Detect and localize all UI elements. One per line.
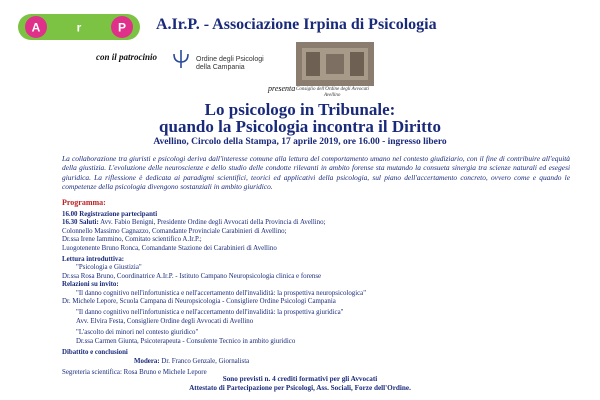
- report-title: "Il danno cognitivo nell'infortunistica e nell'accertamento dell'invalidità: la prospettiva neuropsicologica": [76, 289, 367, 297]
- event-title-line2: quando la Psicologia incontra il Diritto: [159, 117, 441, 136]
- patronage-label: con il patrocinio: [96, 52, 158, 62]
- reports-label: Relazioni su invito:: [62, 281, 119, 289]
- intro-paragraph: La collaborazione tra giuristi e psicologi deriva dall'interesse comune alla lettura del comportamento umano nel contesto giudiziario, con il fine di contribuire all'equità della giustizia. L'evoluzione delle neuroscienze e dello studio delle condotte rilevanti in ambito forense sta mutando la consueta sinergia tra scienze naturali ed esegesi giuridica. La riflessione è dedicata ai paradigmi scientifici, teorici ed applicativi della psicologia, sul piano dell'accertamento concreto, ovvero come e quando le competenze della psicologia divengono sostanziali in ambito giuridico.: [62, 154, 570, 191]
- ordine-psicologi-logo-icon: [170, 48, 192, 70]
- secretariat: Segreteria scientifica: Rosa Bruno e Michele Lepore: [62, 368, 207, 376]
- greetings-label: 16.30 Saluti:: [62, 219, 99, 227]
- footer-credits: [0, 375, 600, 392]
- ordine-psicologi-name: [196, 56, 264, 72]
- avvocati-line2: Avellino: [324, 93, 341, 98]
- moderator-label: Modera:: [134, 357, 160, 365]
- ordine-avvocati-caption: [296, 87, 369, 99]
- report-title: "Il danno cognitivo nell'infortunistica e nell'accertamento dell'invalidità: la prospettiva giuridica": [76, 309, 344, 317]
- event-title-line1: Lo psicologo in Tribunale:: [204, 100, 396, 119]
- report-speaker: Avv. Elvira Festa, Consigliere Ordine degli Avvocati di Avellino: [76, 317, 254, 325]
- greeting-item: Dr.ssa Irene Iammino, Comitato scientifico A.Ir.P.;: [62, 236, 202, 244]
- intro-reading-speaker: Dr.ssa Rosa Bruno, Coordinatrice A.Ir.P. - Istituto Campano Neuropsicologia clinica e forense: [62, 272, 322, 280]
- logo-letter-p: P: [117, 20, 127, 35]
- greeting-item: Colonnello Massimo Cagnazzo, Comandante Provinciale Carabinieri di Avellino;: [62, 227, 287, 235]
- footer-line2: Attestato di Partecipazione per Psicologi, Ass. Sociali, Forze dell'Ordine.: [189, 383, 411, 392]
- greetings-row: [62, 219, 582, 227]
- avvocati-line1: Consiglio dell'Ordine degli Avvocati: [296, 87, 369, 92]
- logo-letter-a: A: [31, 20, 41, 35]
- moderator-name: Dr. Franco Genzale, Giornalista: [159, 357, 250, 365]
- presenta-label: presenta: [268, 84, 296, 93]
- intro-reading-title: "Psicologia e Giustizia": [76, 264, 142, 272]
- logo-letter-r: r: [76, 20, 82, 35]
- report-title: "L'ascolto dei minori nel contesto giuridico": [76, 329, 199, 337]
- moderator-row: [62, 358, 582, 366]
- event-details: Avellino, Circolo della Stampa, 17 aprile 2019, ore 16.00 - ingresso libero: [153, 137, 447, 147]
- greeting-item: Avv. Fabio Benigni, Presidente Ordine degli Avvocati della Provincia di Avellino;: [98, 219, 326, 227]
- ordine-avvocati-logo-icon: [296, 42, 374, 86]
- report-speaker: Dr.ssa Carmen Giunta, Psicoterapeuta - Consulente Tecnico in ambito giuridico: [76, 337, 296, 345]
- report-speaker: Dr. Michele Lepore, Scuola Campana di Neuropsicologia - Consigliere Ordine Psicologi Campania: [62, 298, 336, 306]
- debate-label: Dibattito e conclusioni: [62, 349, 128, 357]
- airp-logo: [18, 14, 140, 40]
- program-heading: Programma:: [62, 198, 106, 207]
- program-body: [62, 211, 582, 377]
- greeting-item: Luogotenente Bruno Ronca, Comandante Stazione dei Carabinieri di Avellino: [62, 244, 277, 252]
- registration: 16.00 Registrazione partecipanti: [62, 211, 158, 218]
- footer-line1: Sono previsti n. 4 crediti formativi per gli Avvocati: [222, 375, 378, 383]
- ordine-line1: Ordine degli Psicologi: [196, 56, 264, 63]
- ordine-line2: della Campania: [196, 64, 245, 71]
- intro-reading-label: Lettura introduttiva:: [62, 256, 125, 264]
- org-title: A.Ir.P. - Associazione Irpina di Psicologia: [156, 16, 437, 33]
